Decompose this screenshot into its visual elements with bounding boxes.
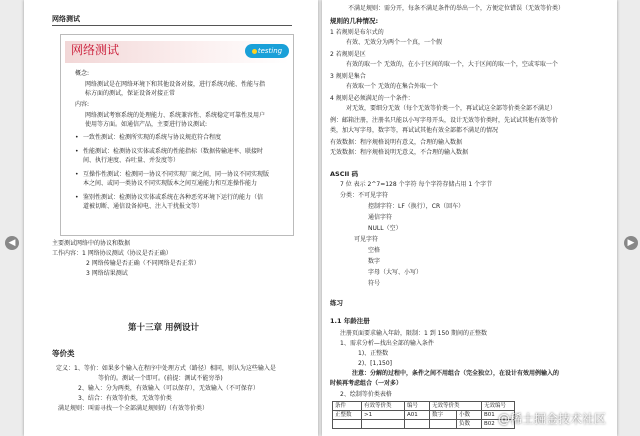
slide-bullet-cont: 道被切断、通信设备掉电、注入干扰报文等）	[83, 203, 204, 210]
page-header: 网络测试	[52, 15, 80, 23]
rule-line: 3 规则是集合	[330, 73, 366, 80]
ascii-line: 7 位 表示 2^7=128 个字符 每个字符存储占用 1 个字节	[340, 181, 493, 188]
ascii-line: 数字	[368, 258, 381, 265]
subsection-title: 1.1 年龄注册	[330, 317, 370, 325]
chapter-title: 第十三章 用例设计	[128, 323, 199, 333]
slide-line: 网络测试考察系统的处理能力、系统兼容性、系统稳定可靠性及用户	[85, 112, 266, 119]
ascii-title: ASCII 码	[330, 170, 359, 178]
slide-bullet: 一致性测试：检测所实现的系统与协议规范符合程度	[83, 134, 222, 141]
equivalence-class-table	[332, 401, 515, 429]
table-cell	[405, 420, 430, 429]
ascii-line: 空格	[368, 247, 381, 254]
body-line: 等价的。测试一个即可。(前提：测试不能穷举)	[98, 375, 223, 382]
slide-line: 网络测试是在网络环境下和其他设备对接，进行系统功能、性能与指	[85, 81, 266, 88]
example-line: 类，加大写字母，数字等，再试试其他有效全部都不满足的情况	[330, 127, 499, 134]
table-cell: 数字	[430, 411, 457, 420]
table-header-row	[333, 402, 515, 411]
slide-bullet: 互操作性测试：检测同一协议不同实现厂商之间，同一协议不同实现版	[83, 171, 270, 178]
rule-line: 2 若规则是区	[330, 51, 366, 58]
body-line: 工作内容：1 网络协议测试（协议是否正确）	[52, 250, 172, 257]
rule-line: 有效、无效分为两个一个真，一个假	[346, 39, 443, 46]
next-page-button[interactable]: ▶	[624, 236, 638, 250]
table-row	[333, 411, 515, 420]
document-page-right	[322, 0, 617, 436]
example-line: 例：邮箱注册，注册名只能以小写字母开头，设计无效等价类时，先试试其他有效等价	[330, 117, 559, 124]
practice-line: 1、需求分析—找出全部的输入条件	[340, 340, 434, 347]
testing-logo: testing	[245, 44, 289, 58]
body-line: 3 网络结果测试	[86, 270, 128, 277]
valid-data-definition: 有效数据：程序规格说明有意义，合理的输入数据	[330, 139, 463, 146]
rule-line: 有效的取一个 无效的，在小于区间的取一个，大于区间的取一个，空或零取一个	[346, 61, 558, 68]
practice-line: 注册页面要求输入年龄，限制：1 到 150 期间的正整数	[340, 330, 487, 337]
header-divider	[52, 25, 292, 26]
body-line: 3、结合：有效等价类，无效等价类	[78, 395, 172, 402]
body-line: 不满足规则：需分开，每条不满足条件的举出一个，方便定位错误（无效等价类）	[348, 5, 565, 12]
body-line: 主要测试网络中的协议和数据	[52, 240, 131, 247]
practice-title: 练习	[330, 299, 343, 307]
body-line: 2、输入：分为两类，有效输入（可以保存），无效输入（不可保存）	[78, 385, 259, 392]
bullet-icon: •	[75, 148, 79, 155]
body-line: 满足规则：叫需寻找一个全部满足规则的（有效等价类）	[58, 405, 209, 412]
table-cell: 小数	[457, 411, 482, 420]
table-cell: 负数	[457, 420, 482, 429]
ascii-line: 分类：不可见字符	[340, 192, 389, 199]
table-cell: B01	[482, 411, 515, 420]
slide-line: 内容:	[75, 101, 90, 108]
watermark: @稀土掘金技术社区	[498, 412, 607, 426]
rule-line: 有效取一个 无效的在集合外取一个	[346, 83, 438, 90]
embedded-slide	[60, 34, 294, 236]
bullet-icon: •	[75, 171, 79, 178]
table-header-cell: 无效编号	[482, 402, 515, 411]
slide-line: 概念:	[75, 70, 90, 77]
ascii-line: 可见字符	[354, 236, 379, 243]
ascii-line: NULL（空）	[368, 225, 402, 232]
table-row	[333, 420, 515, 429]
table-cell: 正整数	[333, 411, 362, 420]
slide-title: 网络测试	[71, 43, 120, 57]
rules-title: 规则的几种情况:	[330, 17, 379, 25]
invalid-data-definition: 无效数据：程序规格说明无意义，不合理的输入数据	[330, 149, 469, 156]
bullet-icon: •	[75, 194, 79, 201]
practice-note: 注意：分解的过程中，条件之间不用组合（完全独立），在设计有效用例输入的	[352, 370, 560, 377]
body-line: 定义：1、等价：如果多个输入在程序中处理方式（路径）相同，则认为这些输入是	[56, 365, 276, 372]
practice-line: 1)、正整数	[358, 350, 389, 357]
table-cell: >1	[362, 411, 405, 420]
ascii-line: 字母（大写、小写）	[368, 269, 423, 276]
slide-bullet: 性能测试：检测协议实体或系统的性能指标（数据传输速率、联接时	[83, 148, 264, 155]
table-cell	[430, 420, 457, 429]
ascii-line: 控制字符：LF（换行），CR（回车）	[368, 203, 465, 210]
logo-dot-icon	[252, 49, 257, 54]
slide-line: 使用等方面。如通信产品，主要进行协议测试:	[85, 121, 208, 128]
rule-line: 1 若规则是布尔式的	[330, 29, 384, 36]
slide-line: 标方面的测试，保证设备对接正常	[85, 90, 176, 97]
table-header-cell: 条件	[333, 402, 362, 411]
rule-line: 4 规则是必须满足的一个条件：	[330, 95, 414, 102]
previous-page-button[interactable]: ◀	[5, 236, 19, 250]
slide-bullet-cont: 本之间、或同一类协议不同实现版本之间互通能力和互连操作能力	[83, 180, 258, 187]
practice-line: 2、绘制等价类表格	[340, 391, 392, 398]
ascii-line: 符号	[368, 280, 381, 287]
slide-bullet-cont: 间、执行速度、吞吐量、并发度等）	[83, 157, 180, 164]
bullet-icon: •	[75, 134, 79, 141]
document-page-left	[24, 0, 318, 436]
rule-line: 对无效，要细分无效（每个无效等价类一个，再试试这全部等价类全部不满足）	[346, 105, 557, 112]
table-cell: B02	[482, 420, 515, 429]
table-cell: A01	[405, 411, 430, 420]
practice-note: 时候再考虑组合（一对多）	[330, 380, 403, 387]
table-cell	[362, 420, 405, 429]
table-header-cell: 编号	[405, 402, 430, 411]
section-title: 等价类	[52, 349, 75, 358]
ascii-line: 通信字符	[368, 214, 393, 221]
table-header-cell: 无效等价类	[430, 402, 482, 411]
table-header-cell: 有效等价类	[362, 402, 405, 411]
practice-line: 2)、[1,150]	[358, 360, 393, 367]
table-cell	[333, 420, 362, 429]
body-line: 2 网络传输是否正确（不同网络是否正常）	[86, 260, 200, 267]
slide-bullet: 鉴别性测试：检测协议实体或系统在各种恶劣环境下运行的能力（信	[83, 194, 264, 201]
